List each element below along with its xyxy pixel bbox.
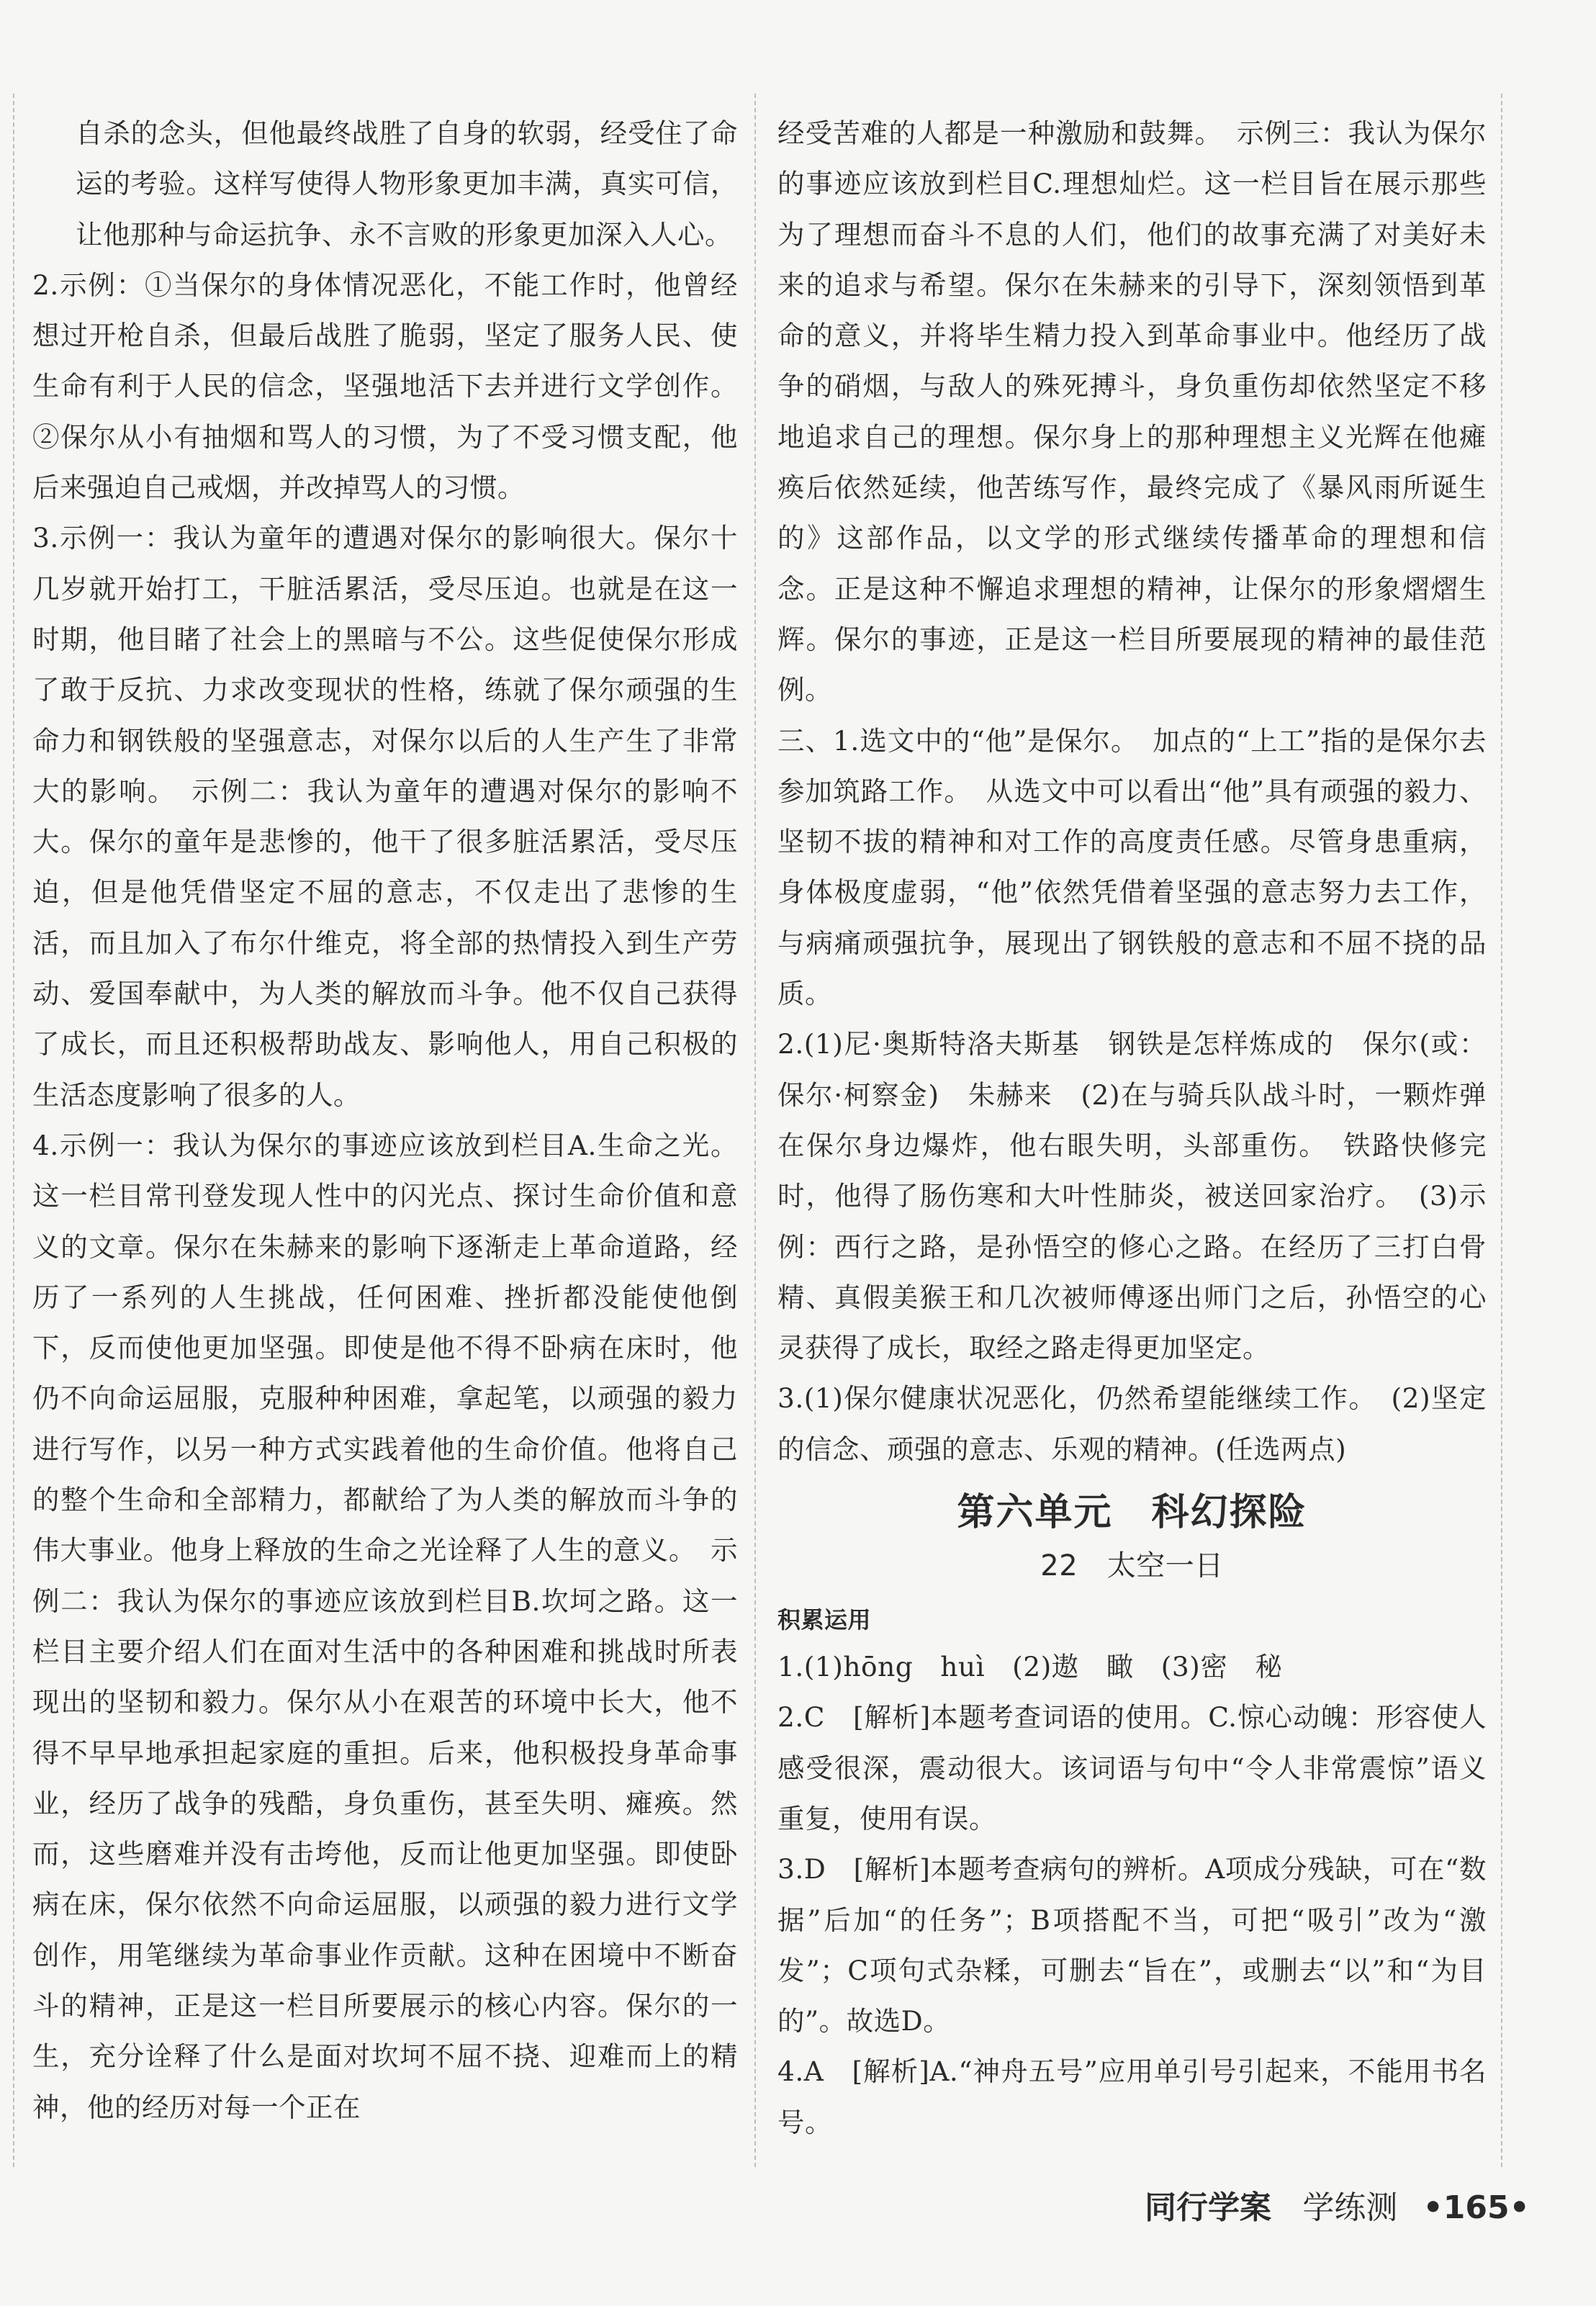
answer-item: 4.A [解析]A.“神舟五号”应用单引号引起来，不能用书名号。: [777, 2055, 1487, 2138]
unit-title: 第六单元 科幻探险: [957, 1491, 1307, 1535]
answer-item: 3.D [解析]本题考查病句的辨析。A项成分残缺，可在“数据”后加“的任务”；B项搭配不当，可把“吸引”改为“激发”；C项句式杂糅，可删去“旨在”，或删去“以”和“为目的”。故选D。: [777, 1853, 1487, 2037]
answer-item: 1.(1)hōng huì (2)遨 瞰 (3)密 秘: [777, 1651, 1283, 1683]
lesson-title: 22 太空一日: [1040, 1549, 1224, 1583]
answer-paragraph: 三、1.选文中的“他”是保尔。 加点的“上工”指的是保尔去参加筑路工作。 从选文中可以看出“他”具有顽强的毅力、坚韧不拔的精神和对工作的高度责任感。尽管身患重病，身体极度虚弱，“他”依然凭借着坚强的意志努力去工作，与病痛顽强抗争，展现出了钢铁般的意志和不屈不挠的品质。: [777, 724, 1487, 1010]
page-number: •165•: [1423, 2189, 1530, 2226]
left-column: [32, 108, 738, 2132]
answer-paragraph: 4.示例一：我认为保尔的事迹应该放到栏目A.生命之光。这一栏目常刊登发现人性中的闪光点、探讨生命价值和意义的文章。保尔在朱赫来的影响下逐渐走上革命道路，经历了一系列的人生挑战，任何困难、挫折都没能使他倒下，反而使他更加坚强。即使是他不得不卧病在床时，他仍不向命运屈服，克服种种困难，拿起笔，以顽强的毅力进行写作，以另一种方式实践着他的生命价值。他将自己的整个生命和全部精力，都献给了为人类的解放而斗争的伟大事业。他身上释放的生命之光诠释了人生的意义。 示例二：我认为保尔的事迹应该放到栏目B.坎坷之路。这一栏目主要介绍人们在面对生活中的各种困难和挑战时所表现出的坚韧和毅力。保尔从小在艰苦的环境中长大，他不得不早早地承担起家庭的重担。后来，他积极投身革命事业，经历了战争的残酷，身负重伤，甚至失明、瘫痪。然而，这些磨难并没有击垮他，反而让他更加坚强。即使卧病在床，保尔依然不向命运屈服，以顽强的毅力进行文学创作，用笔继续为革命事业作贡献。这种在困境中不断奋斗的精神，正是这一栏目所要展示的核心内容。保尔的一生，充分诠释了什么是面对坎坷不屈不挠、迎难而上的精神，他的经历对每一个正在: [32, 1129, 738, 2123]
column-divider: [754, 94, 756, 2167]
answer-paragraph: 经受苦难的人都是一种激励和鼓舞。 示例三：我认为保尔的事迹应该放到栏目C.理想灿烂。这一栏目旨在展示那些为了理想而奋斗不息的人们，他们的故事充满了对美好未来的追求与希望。保尔在朱赫来的引导下，深刻领悟到革命的意义，并将毕生精力投入到革命事业中。他经历了战争的硝烟，与敌人的殊死搏斗，身负重伤却依然坚定不移地追求自己的理想。保尔身上的那种理想主义光辉在他瘫痪后依然延续，他苦练写作，最终完成了《暴风雨所诞生的》这部作品，以文学的形式继续传播革命的理想和信念。正是这种不懈追求理想的精神，让保尔的形象熠熠生辉。保尔的事迹，正是这一栏目所要展现的精神的最佳范例。: [777, 117, 1487, 706]
answer-paragraph: 自杀的念头，但他最终战胜了自身的软弱，经受住了命运的考验。这样写使得人物形象更加丰满，真实可信，让他那种与命运抗争、永不言败的形象更加深入人心。: [76, 117, 738, 251]
right-column: [777, 108, 1487, 2148]
answer-paragraph: 3.示例一：我认为童年的遭遇对保尔的影响很大。保尔十几岁就开始打工，干脏活累活，受尽压迫。也就是在这一时期，他目睹了社会上的黑暗与不公。这些促使保尔形成了敢于反抗、力求改变现状的性格，练就了保尔顽强的生命力和钢铁般的坚强意志，对保尔以后的人生产生了非常大的影响。 示例二：我认为童年的遭遇对保尔的影响不大。保尔的童年是悲惨的，他干了很多脏活累活，受尽压迫，但是他凭借坚定不屈的意志，不仅走出了悲惨的生活，而且加入了布尔什维克，将全部的热情投入到生产劳动、爱国奉献中，为人类的解放而斗争。他不仅自己获得了成长，而且还积极帮助战友、影响他人，用自己积极的生活态度影响了很多的人。: [32, 522, 738, 1111]
section-label: 积累运用: [777, 1606, 872, 1634]
page-footer: [1145, 2181, 1530, 2228]
answer-paragraph: 3.(1)保尔健康状况恶化，仍然希望能继续工作。 (2)坚定的信念、顽强的意志、乐观的精神。(任选两点): [777, 1382, 1487, 1465]
right-margin-rule: [1501, 94, 1502, 2167]
answer-paragraph: 2.(1)尼·奥斯特洛夫斯基 钢铁是怎样炼成的 保尔(或：保尔·柯察金) 朱赫来 (2)在与骑兵队战斗时，一颗炸弹在保尔身边爆炸，他右眼失明，头部重伤。 铁路快修完时，他得了肠伤寒和大叶性肺炎，被送回家治疗。 (3)示例：西行之路，是孙悟空的修心之路。在经历了三打白骨精、真假美猴王和几次被师傅逐出师门之后，孙悟空的心灵获得了成长，取经之路走得更加坚定。: [777, 1028, 1487, 1364]
answer-paragraph: 2.示例：①当保尔的身体情况恶化，不能工作时，他曾经想过开枪自杀，但最后战胜了脆弱，坚定了服务人民、使生命有利于人民的信念，坚强地活下去并进行文学创作。②保尔从小有抽烟和骂人的习惯，为了不受习惯支配，他后来强迫自己戒烟，并改掉骂人的习惯。: [32, 269, 738, 504]
answer-item: 2.C [解析]本题考查词语的使用。C.惊心动魄：形容使人感受很深，震动很大。该词语与句中“令人非常震惊”语义重复，使用有误。: [777, 1701, 1487, 1834]
left-margin-rule: [13, 94, 14, 2167]
footer-brand: 同行学案: [1145, 2189, 1271, 2226]
footer-subtitle: 学练测: [1302, 2189, 1398, 2226]
